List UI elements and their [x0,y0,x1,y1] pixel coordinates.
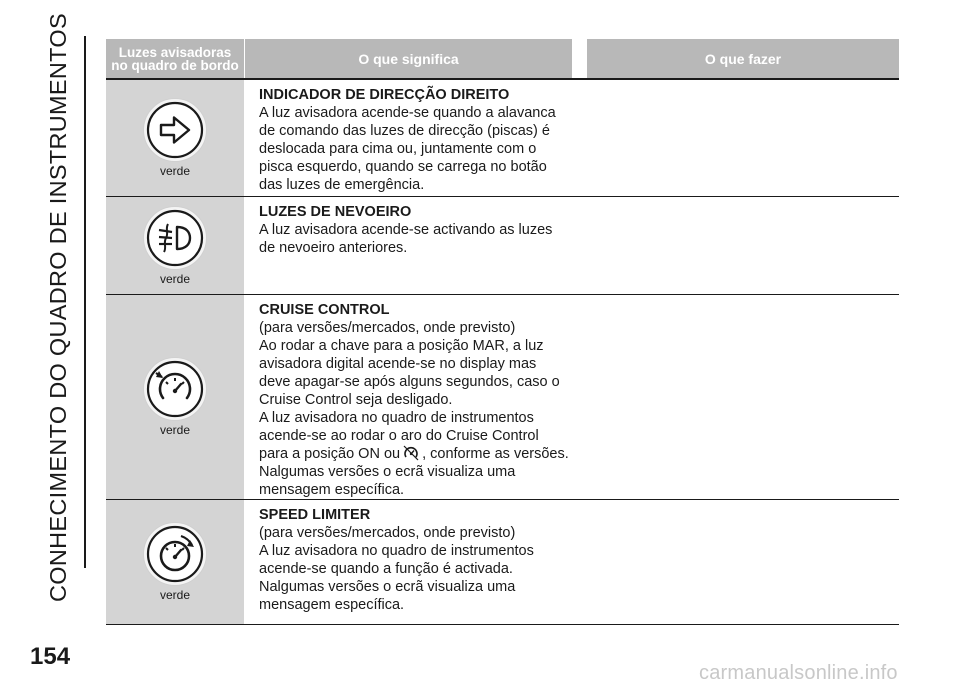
watermark: carmanualsonline.info [699,662,898,684]
front-fog-light-icon [143,206,207,270]
light-title: LUZES DE NEVOEIRO [259,204,412,220]
warning-light-cell [106,500,244,624]
header-warning-lights [106,39,244,78]
light-description-part: a posição ON ou [292,446,401,462]
light-description: Nalgumas versões o ecrã visualiza uma mensagem específica. [259,464,516,498]
light-description-part: A luz avisadora no quadro de instrumentos acende-se ao rodar o aro do Cruise Control para [259,410,539,462]
action-cell [571,197,899,294]
header-col1-line2: no quadro de bordo [111,57,239,73]
light-title: INDICADOR DE DIRECÇÃO DIREITO [259,87,510,103]
light-description [259,409,571,463]
table-row [106,500,899,625]
header-action: O que fazer [587,39,899,78]
chapter-title-text: CONHECIMENTO DO QUADRO DE INSTRUMENTOS [44,13,71,602]
light-description: A luz avisadora no quadro de instrumentos acende-se quando a função é activada. [259,543,534,577]
header-col1-line1: Luzes avisadoras [118,44,232,60]
meaning-cell [244,80,571,196]
chapter-divider [84,36,86,568]
meaning-cell [244,295,571,499]
header-meaning: O que significa [245,39,572,78]
light-color-label: verde [159,588,191,602]
warning-light-cell [106,295,244,499]
action-cell [571,295,899,499]
light-description: A luz avisadora acende-se activando as luzes de nevoeiro anteriores. [259,222,553,256]
cruise-control-inline-icon [403,445,419,461]
action-cell [571,500,899,624]
light-description-part: , conforme as versões. [422,446,569,462]
table-row [106,197,899,295]
table-row [106,295,899,500]
turn-signal-right-icon [143,98,207,162]
light-description: A luz avisadora acende-se quando a alavanca de comando das luzes de direcção (piscas) é deslocada para cima ou, juntamente com o pisca esquerdo, quando se carrega no botão das luzes de emergência. [259,105,556,193]
light-description: Ao rodar a chave para a posição MAR, a luz avisadora digital acende-se no display mas deve apagar-se após alguns segundos, caso o Cruise Control seja desligado. [259,338,560,408]
light-color-label: verde [159,271,191,286]
light-description: Nalgumas versões o ecrã visualiza uma mensagem específica. [259,579,516,613]
warning-light-cell [106,197,244,294]
warning-lights-table [106,39,899,625]
table-header [106,39,899,80]
cruise-control-icon [143,357,207,421]
meaning-cell [244,197,571,294]
light-note: (para versões/mercados, onde previsto) [259,525,516,541]
light-title: SPEED LIMITER [259,507,371,523]
speed-limiter-icon [143,522,207,586]
page-number: 154 [30,643,71,670]
light-color-label: verde [159,164,191,178]
light-title: CRUISE CONTROL [259,302,390,318]
table-row [106,80,899,197]
warning-light-cell [106,80,244,196]
meaning-cell [244,500,571,624]
action-cell [571,80,899,196]
light-color-label: verde [159,423,191,437]
light-note: (para versões/mercados, onde previsto) [259,320,516,336]
